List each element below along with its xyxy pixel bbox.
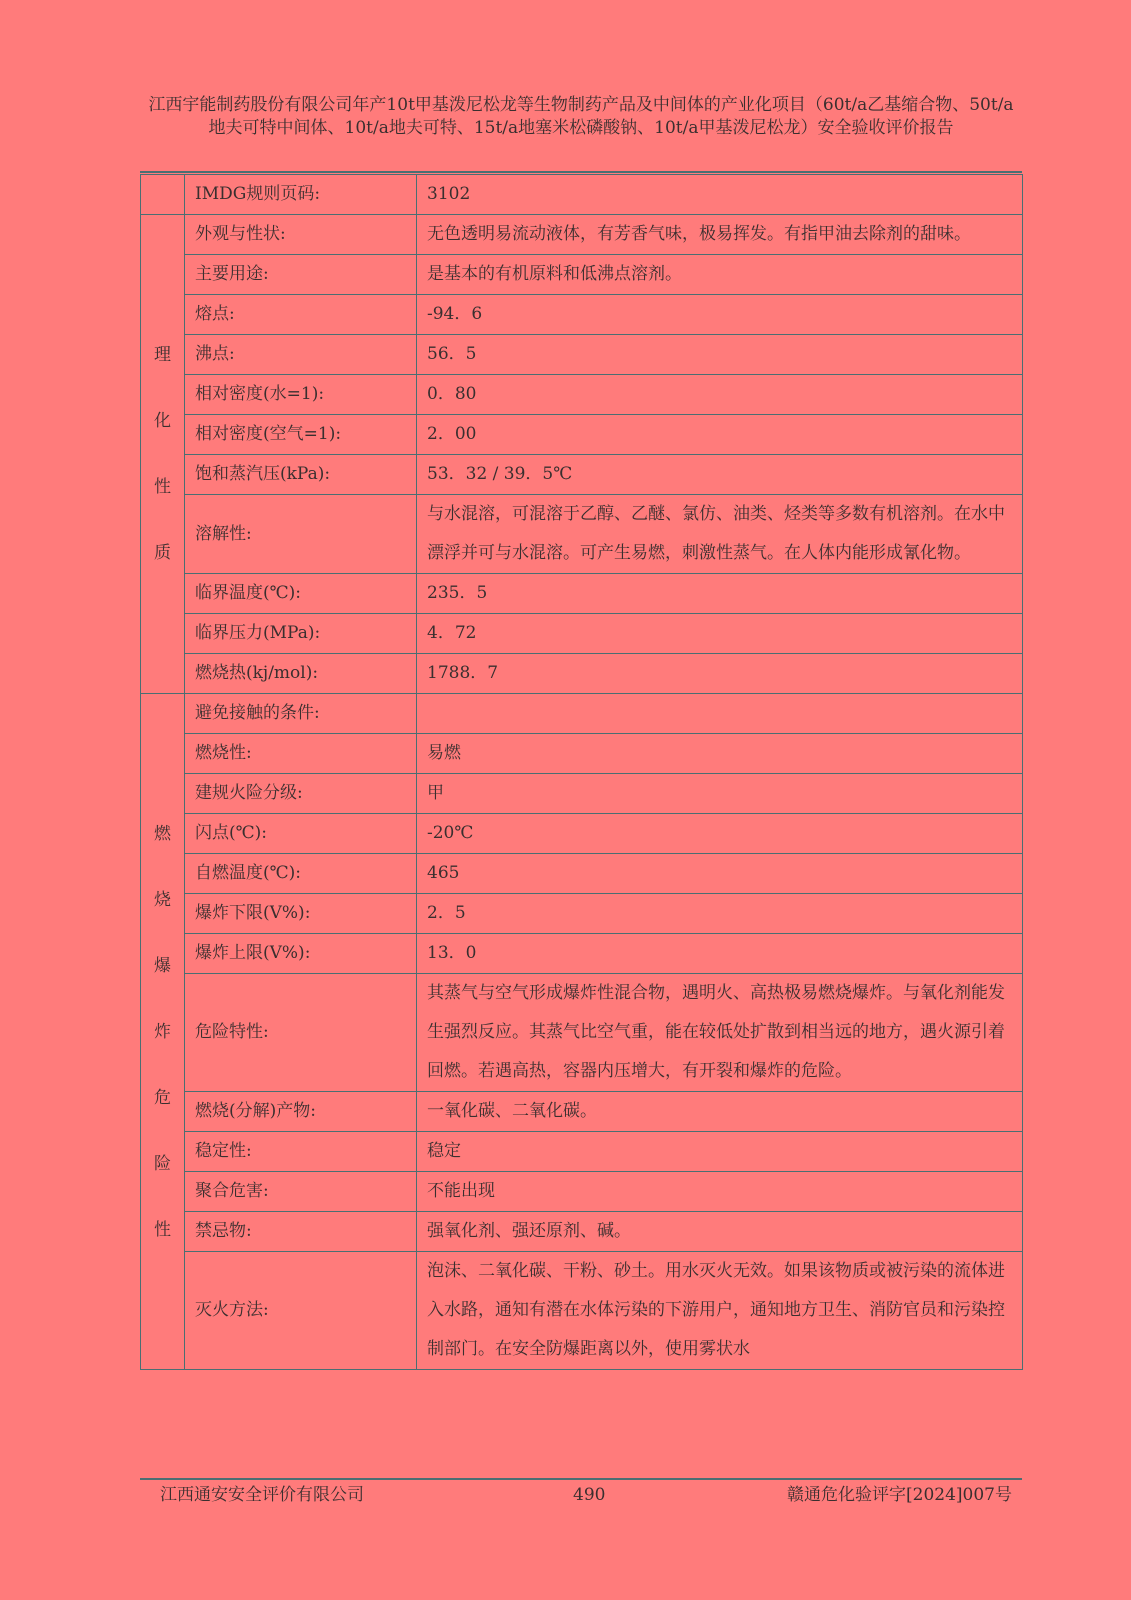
row-label: 闪点(℃): bbox=[185, 814, 417, 854]
row-value: 一氧化碳、二氧化碳。 bbox=[417, 1092, 1023, 1132]
footer-company: 江西通安安全评价有限公司 bbox=[160, 1485, 364, 1505]
table-row bbox=[141, 335, 1023, 375]
table-row bbox=[141, 415, 1023, 455]
table-row bbox=[141, 215, 1023, 255]
row-value: 其蒸气与空气形成爆炸性混合物，遇明火、高热极易燃烧爆炸。与氧化剂能发生强烈反应。其蒸气比空气重，能在较低处扩散到相当远的地方，遇火源引着回燃。若遇高热，容器内压增大，有开裂和爆炸的危险。 bbox=[417, 974, 1023, 1092]
row-value: 2．00 bbox=[417, 415, 1023, 455]
table-row bbox=[141, 1092, 1023, 1132]
row-value: 2．5 bbox=[417, 894, 1023, 934]
row-value: 泡沫、二氧化碳、干粉、砂土。用水灭火无效。如果该物质或被污染的流体进入水路，通知有潜在水体污染的下游用户，通知地方卫生、消防官员和污染控制部门。在安全防爆距离以外，使用雾状水 bbox=[417, 1252, 1023, 1370]
category-fire-cell bbox=[141, 694, 185, 1370]
row-value: 1788．7 bbox=[417, 654, 1023, 694]
table-row bbox=[141, 774, 1023, 814]
row-value: 235．5 bbox=[417, 574, 1023, 614]
report-title: 江西宇能制药股份有限公司年产10t甲基泼尼松龙等生物制药产品及中间体的产业化项目（60t/a乙基缩合物、50t/a地夫可特中间体、10t/a地夫可特、15t/a地塞米松磷酸钠、10t/a甲基泼尼松龙）安全验收评价报告 bbox=[148, 95, 1014, 138]
row-value: 甲 bbox=[417, 774, 1023, 814]
row-label: 临界压力(MPa): bbox=[185, 614, 417, 654]
row-label: 自燃温度(℃): bbox=[185, 854, 417, 894]
row-label: 建规火险分级: bbox=[185, 774, 417, 814]
category-phys-label: 理化性质 bbox=[154, 345, 171, 563]
row-label: 燃烧热(kj/mol): bbox=[185, 654, 417, 694]
row-label: 饱和蒸汽压(kPa): bbox=[185, 455, 417, 495]
table-row bbox=[141, 495, 1023, 574]
row-value: 53．32 / 39．5℃ bbox=[417, 455, 1023, 495]
table-row bbox=[141, 854, 1023, 894]
row-label: 爆炸下限(V%): bbox=[185, 894, 417, 934]
row-label: 稳定性: bbox=[185, 1132, 417, 1172]
row-value: 不能出现 bbox=[417, 1172, 1023, 1212]
table-row bbox=[141, 1252, 1023, 1370]
row-value: 13．0 bbox=[417, 934, 1023, 974]
row-label: 沸点: bbox=[185, 335, 417, 375]
header-divider bbox=[140, 171, 1022, 173]
row-value bbox=[417, 694, 1023, 734]
row-value: 465 bbox=[417, 854, 1023, 894]
row-label: 禁忌物: bbox=[185, 1212, 417, 1252]
table-row bbox=[141, 1132, 1023, 1172]
row-label: 燃烧性: bbox=[185, 734, 417, 774]
table-row bbox=[141, 175, 1023, 215]
empty-category-cell bbox=[141, 175, 185, 215]
table-row bbox=[141, 694, 1023, 734]
row-value: 稳定 bbox=[417, 1132, 1023, 1172]
row-label: 主要用途: bbox=[185, 255, 417, 295]
row-label: 溶解性: bbox=[185, 495, 417, 574]
row-value: 3102 bbox=[417, 175, 1023, 215]
row-label: 熔点: bbox=[185, 295, 417, 335]
row-value: 0．80 bbox=[417, 375, 1023, 415]
table-row bbox=[141, 295, 1023, 335]
table-row bbox=[141, 734, 1023, 774]
row-label: 灭火方法: bbox=[185, 1252, 417, 1370]
category-fire-label: 燃烧爆炸危险性 bbox=[154, 823, 171, 1240]
row-value: 无色透明易流动液体，有芳香气味，极易挥发。有指甲油去除剂的甜味。 bbox=[417, 215, 1023, 255]
table-row bbox=[141, 974, 1023, 1092]
row-value: -20℃ bbox=[417, 814, 1023, 854]
table-row bbox=[141, 654, 1023, 694]
page-number: 490 bbox=[573, 1485, 606, 1505]
row-label: 临界温度(℃): bbox=[185, 574, 417, 614]
row-label: 外观与性状: bbox=[185, 215, 417, 255]
row-label: 危险特性: bbox=[185, 974, 417, 1092]
row-label: 相对密度(水=1): bbox=[185, 375, 417, 415]
table-row bbox=[141, 455, 1023, 495]
row-label: 相对密度(空气=1): bbox=[185, 415, 417, 455]
table-row bbox=[141, 614, 1023, 654]
row-value: 与水混溶，可混溶于乙醇、乙醚、氯仿、油类、烃类等多数有机溶剂。在水中漂浮并可与水混溶。可产生易燃，刺激性蒸气。在人体内能形成氰化物。 bbox=[417, 495, 1023, 574]
row-label: 聚合危害: bbox=[185, 1172, 417, 1212]
page-footer bbox=[160, 1483, 1012, 1507]
row-label: 爆炸上限(V%): bbox=[185, 934, 417, 974]
table-row bbox=[141, 894, 1023, 934]
table-row bbox=[141, 1172, 1023, 1212]
report-header bbox=[140, 94, 1022, 140]
row-value: 是基本的有机原料和低沸点溶剂。 bbox=[417, 255, 1023, 295]
table-row bbox=[141, 934, 1023, 974]
table-row bbox=[141, 1212, 1023, 1252]
table-row bbox=[141, 814, 1023, 854]
row-label: IMDG规则页码: bbox=[185, 175, 417, 215]
table-row bbox=[141, 375, 1023, 415]
row-value: 56．5 bbox=[417, 335, 1023, 375]
chemical-property-table bbox=[140, 174, 1023, 1370]
document-number: 赣通危化验评字[2024]007号 bbox=[787, 1485, 1012, 1505]
row-value: 强氧化剂、强还原剂、碱。 bbox=[417, 1212, 1023, 1252]
table-row bbox=[141, 574, 1023, 614]
row-value: 4．72 bbox=[417, 614, 1023, 654]
row-value: -94．6 bbox=[417, 295, 1023, 335]
category-phys-cell bbox=[141, 215, 185, 694]
row-value: 易燃 bbox=[417, 734, 1023, 774]
table-row bbox=[141, 255, 1023, 295]
row-label: 避免接触的条件: bbox=[185, 694, 417, 734]
footer-divider bbox=[140, 1478, 1022, 1480]
row-label: 燃烧(分解)产物: bbox=[185, 1092, 417, 1132]
